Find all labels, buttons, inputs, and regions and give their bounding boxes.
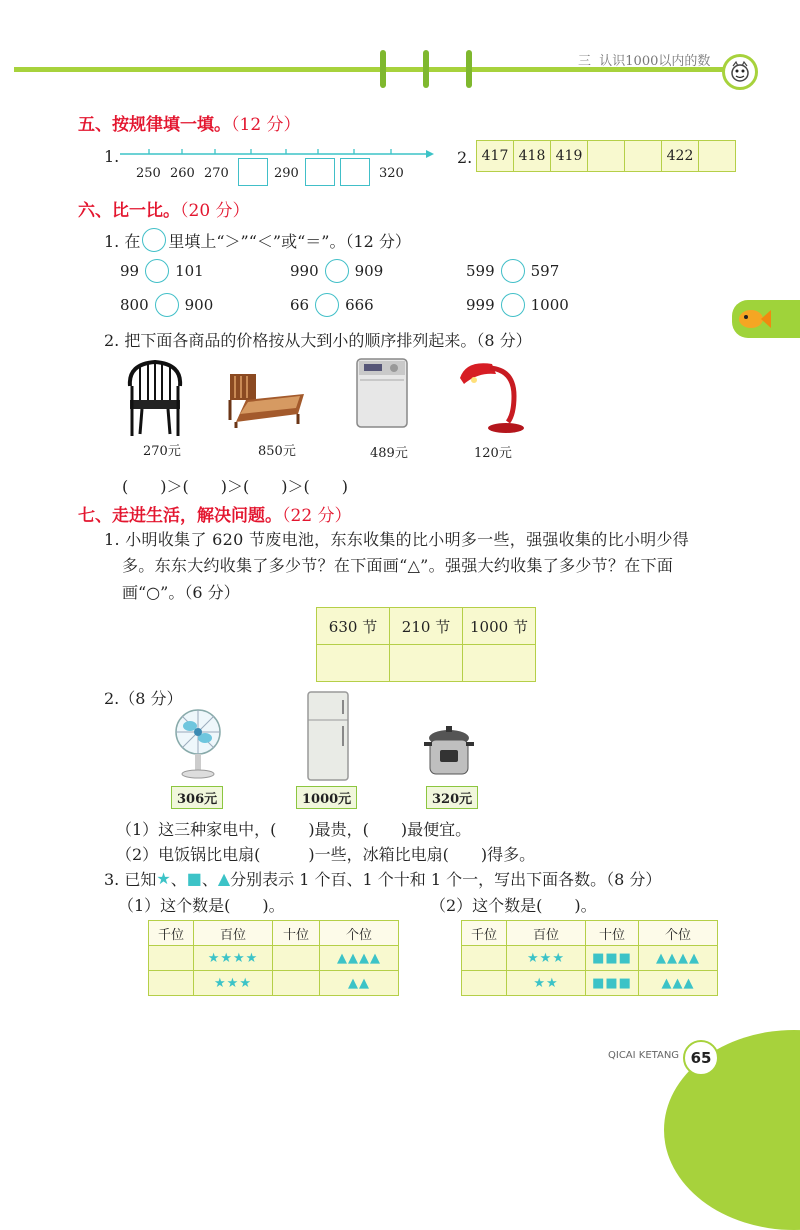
footer-brand: QICAI KETANG bbox=[608, 1050, 680, 1061]
compare-circle[interactable] bbox=[155, 293, 179, 317]
column-header: 百位 bbox=[194, 921, 273, 946]
s5-q1-label: 1. bbox=[104, 147, 120, 166]
s6-q1-instruction: 1. 在 里填上“＞”“＜”或“＝”。（12 分） bbox=[104, 228, 411, 252]
section-6-title: 六、比一比。（20 分） bbox=[78, 201, 250, 221]
s7-q3-part1-label: （1）这个数是( )。 bbox=[118, 896, 285, 915]
fish-icon bbox=[736, 304, 772, 334]
s7-q1-line: 画“○”。（6 分） bbox=[122, 583, 240, 602]
tens-symbols: ■■■ bbox=[586, 946, 639, 971]
ones-symbols: ▲▲▲▲ bbox=[320, 946, 399, 971]
column-header: 千位 bbox=[462, 921, 507, 946]
sequence-cell: 422 bbox=[662, 141, 699, 172]
s7-q2-sub1: （1）这三种家电中，( )最贵，( )最便宜。 bbox=[116, 820, 472, 839]
ones-symbols: ▲▲ bbox=[320, 971, 399, 996]
number-line-blank[interactable] bbox=[340, 158, 370, 186]
section-7-title: 七、走进生活，解决问题。（22 分） bbox=[78, 506, 352, 526]
s7-q2-sub2: （2）电饭锅比电扇( )一些，冰箱比电扇( )得多。 bbox=[116, 845, 536, 864]
chapter-header bbox=[578, 50, 710, 69]
option-cell: 1000 节 bbox=[463, 608, 536, 645]
hundreds-symbols: ★★ bbox=[507, 971, 586, 996]
product-price: 850元 bbox=[258, 444, 296, 459]
compare-item: 599 597 bbox=[466, 259, 559, 283]
washing-machine-icon bbox=[354, 356, 410, 430]
column-header: 十位 bbox=[273, 921, 320, 946]
tick-270: 270 bbox=[204, 166, 229, 181]
column-header: 千位 bbox=[149, 921, 194, 946]
ones-symbols: ▲▲▲ bbox=[639, 971, 718, 996]
s6-q2-instruction: 2. 把下面各商品的价格按从大到小的顺序排列起来。（8 分） bbox=[104, 331, 532, 350]
table-cell bbox=[149, 971, 194, 996]
table-cell bbox=[149, 946, 194, 971]
compare-item: 800 900 bbox=[120, 293, 213, 317]
product-price: 489元 bbox=[370, 446, 408, 461]
table-cell bbox=[273, 946, 320, 971]
tick-260: 260 bbox=[170, 166, 195, 181]
compare-item: 66 666 bbox=[290, 293, 374, 317]
number-line-blank[interactable] bbox=[238, 158, 268, 186]
appliance-price: 320元 bbox=[426, 786, 478, 809]
column-header: 十位 bbox=[586, 921, 639, 946]
section-5-title: 五、按规律填一填。（12 分） bbox=[78, 115, 301, 135]
mascot-icon bbox=[722, 54, 758, 90]
tick-250: 250 bbox=[136, 166, 161, 181]
s7-q1-line: 多。东东大约收集了多少节？在下面画“△”。强强大约收集了多少节？在下面 bbox=[122, 556, 674, 575]
column-header: 百位 bbox=[507, 921, 586, 946]
column-header: 个位 bbox=[639, 921, 718, 946]
refrigerator-icon bbox=[306, 690, 350, 782]
chapter-title: 认识1000以内的数 bbox=[599, 54, 711, 69]
compare-circle[interactable] bbox=[325, 259, 349, 283]
mark-cell[interactable] bbox=[463, 645, 536, 682]
s7-q2-label: 2.（8 分） bbox=[104, 689, 183, 708]
binder-rings bbox=[372, 50, 482, 90]
table-cell bbox=[273, 971, 320, 996]
place-value-table-1 bbox=[148, 920, 399, 996]
appliance-price: 1000元 bbox=[296, 786, 357, 809]
column-header: 个位 bbox=[320, 921, 399, 946]
number-line bbox=[118, 145, 436, 165]
tick-290: 290 bbox=[274, 166, 299, 181]
chair-icon bbox=[122, 358, 188, 438]
sequence-table bbox=[476, 140, 736, 172]
sequence-blank[interactable] bbox=[588, 141, 625, 172]
compare-circle[interactable] bbox=[501, 293, 525, 317]
table-cell bbox=[462, 946, 507, 971]
sequence-cell: 418 bbox=[514, 141, 551, 172]
option-cell: 630 节 bbox=[317, 608, 390, 645]
bed-icon bbox=[226, 370, 306, 430]
compare-item: 990 909 bbox=[290, 259, 383, 283]
chapter-number: 三 bbox=[578, 54, 592, 69]
sequence-blank[interactable] bbox=[699, 141, 736, 172]
hundreds-symbols: ★★★ bbox=[507, 946, 586, 971]
s7-q1-line: 1. 小明收集了 620 节废电池，东东收集的比小明多一些，强强收集的比小明少得 bbox=[104, 530, 690, 549]
side-tab bbox=[732, 300, 800, 338]
star-icon: ★ bbox=[156, 869, 171, 888]
sequence-cell: 417 bbox=[477, 141, 514, 172]
ones-symbols: ▲▲▲▲ bbox=[639, 946, 718, 971]
circle-icon bbox=[142, 228, 166, 252]
battery-options-table bbox=[316, 607, 536, 682]
compare-item: 99 101 bbox=[120, 259, 204, 283]
product-price: 120元 bbox=[474, 446, 512, 461]
option-cell: 210 节 bbox=[390, 608, 463, 645]
price-order-blanks[interactable]: ( )＞( )＞( )＞( ) bbox=[122, 477, 348, 496]
sequence-blank[interactable] bbox=[625, 141, 662, 172]
s7-q3-intro: 3. 已知 ★ 、 ■ 、 ▲ 分别表示 1 个百、1 个十和 1 个一，写出下面各数。（8 分） bbox=[104, 869, 662, 889]
s7-q3-part2-label: （2）这个数是( )。 bbox=[430, 896, 597, 915]
place-value-table-2 bbox=[461, 920, 718, 996]
table-cell bbox=[462, 971, 507, 996]
rice-cooker-icon bbox=[424, 726, 474, 780]
page-number: 65 bbox=[683, 1040, 719, 1076]
tick-320: 320 bbox=[379, 166, 404, 181]
compare-circle[interactable] bbox=[501, 259, 525, 283]
triangle-icon: ▲ bbox=[217, 869, 231, 888]
appliance-price: 306元 bbox=[171, 786, 223, 809]
desk-lamp-icon bbox=[456, 360, 526, 436]
s5-q2-label: 2. bbox=[457, 148, 473, 167]
tens-symbols: ■■■ bbox=[586, 971, 639, 996]
sequence-cell: 419 bbox=[551, 141, 588, 172]
square-icon: ■ bbox=[186, 869, 202, 888]
compare-circle[interactable] bbox=[145, 259, 169, 283]
compare-item: 999 1000 bbox=[466, 293, 569, 317]
mark-cell[interactable] bbox=[390, 645, 463, 682]
product-price: 270元 bbox=[143, 444, 181, 459]
compare-circle[interactable] bbox=[315, 293, 339, 317]
hundreds-symbols: ★★★★ bbox=[194, 946, 273, 971]
mark-cell[interactable] bbox=[317, 645, 390, 682]
hundreds-symbols: ★★★ bbox=[194, 971, 273, 996]
electric-fan-icon bbox=[172, 708, 224, 780]
number-line-blank[interactable] bbox=[305, 158, 335, 186]
